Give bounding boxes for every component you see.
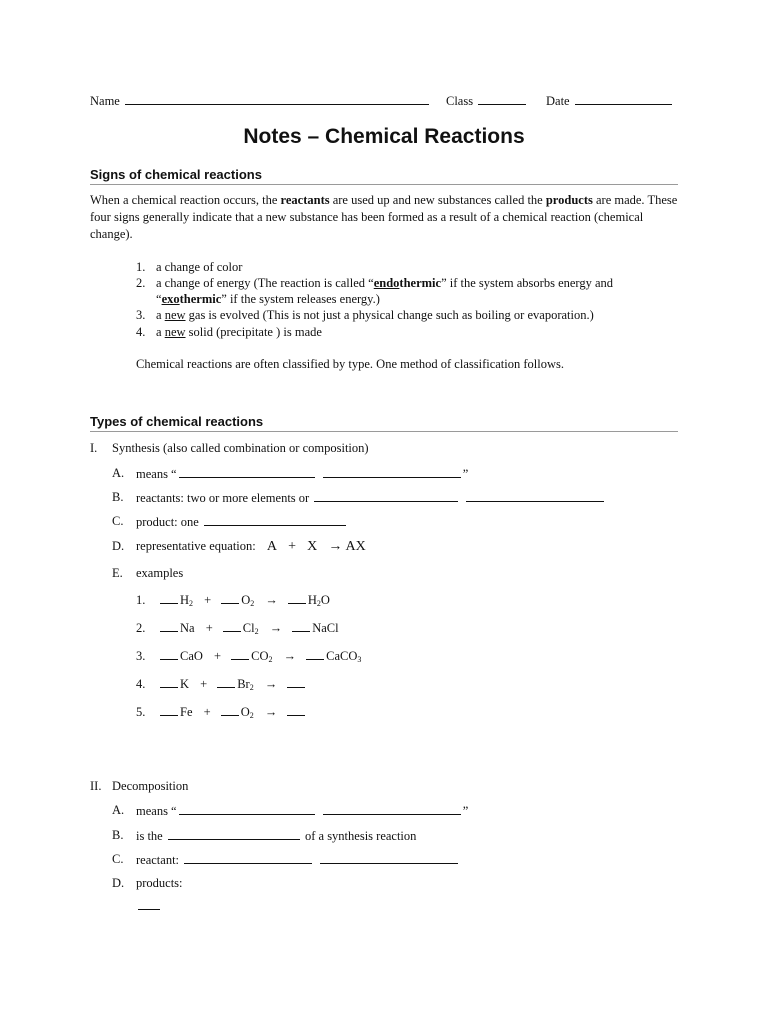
outline-letter: D.	[112, 539, 125, 553]
answer-blank[interactable]	[168, 828, 300, 840]
arrow-icon: →	[264, 677, 278, 691]
name-line	[90, 93, 431, 109]
sign-energy-line2	[156, 292, 380, 307]
decomposition-means	[136, 803, 468, 819]
plus: +	[205, 621, 213, 635]
answer-blank[interactable]	[204, 514, 346, 526]
decomposition-is-the	[136, 828, 416, 844]
answer-blank[interactable]	[138, 898, 160, 910]
arrow-icon: →	[265, 593, 278, 607]
product-blank[interactable]	[287, 676, 305, 688]
coefficient-blank[interactable]	[223, 620, 241, 632]
arrow-icon: →	[269, 621, 283, 635]
coefficient-blank[interactable]	[292, 620, 310, 632]
reactant-label: reactant:	[136, 853, 180, 867]
formula: CaCO	[326, 649, 358, 663]
list-number: 2.	[136, 621, 146, 635]
coefficient-blank[interactable]	[288, 592, 306, 604]
coefficient-blank[interactable]	[221, 592, 239, 604]
answer-blank[interactable]	[184, 852, 312, 864]
product-blank[interactable]	[287, 704, 305, 716]
list-number: 4.	[136, 677, 146, 691]
sign-solid	[156, 325, 322, 340]
new-underlined: new	[164, 325, 186, 339]
intro-paragraph	[90, 192, 678, 243]
list-number: 5.	[136, 705, 146, 719]
formula: Cl	[242, 621, 255, 635]
section-heading-types: Types of chemical reactions	[90, 414, 264, 429]
eq-plus: +	[288, 539, 297, 554]
formula: Fe	[180, 705, 193, 719]
list-number: 3.	[136, 649, 146, 663]
open-quote: “	[156, 292, 162, 306]
roman-numeral: I.	[90, 441, 98, 455]
synthesis-equation	[136, 539, 366, 555]
plus: +	[204, 593, 212, 607]
synthesis-means	[136, 466, 468, 482]
class-blank[interactable]	[478, 93, 526, 105]
class-label: Class	[446, 94, 474, 108]
list-number: 4.	[136, 325, 146, 339]
example-equation	[136, 592, 330, 608]
outline-letter: D.	[112, 876, 125, 890]
answer-blank[interactable]	[314, 490, 458, 502]
outline-letter: A.	[112, 803, 125, 817]
formula: CaO	[180, 649, 203, 663]
coefficient-blank[interactable]	[160, 592, 178, 604]
eq-ax: AX	[345, 539, 366, 554]
product-label: product: one	[136, 515, 199, 529]
sign-gas-a: a	[156, 308, 162, 322]
answer-blank[interactable]	[179, 803, 315, 815]
formula: CO	[251, 649, 269, 663]
date-line	[546, 93, 674, 109]
decomposition-reactant	[136, 852, 460, 868]
list-number: 1.	[136, 260, 146, 274]
sign-gas	[156, 308, 594, 323]
reactants-label: reactants: two or more elements or	[136, 491, 310, 505]
section-heading-signs: Signs of chemical reactions	[90, 167, 262, 182]
thermic-suffix: thermic	[179, 292, 222, 306]
products-blank-line	[136, 898, 162, 914]
intro-text-b: are used up and new substances called the	[332, 193, 543, 207]
date-blank[interactable]	[575, 93, 672, 105]
example-equation	[136, 648, 361, 664]
is-the-label: is the	[136, 829, 163, 843]
section-divider	[90, 431, 678, 432]
decomposition-title: Decomposition	[112, 779, 189, 793]
roman-numeral: II.	[90, 779, 102, 793]
coefficient-blank[interactable]	[306, 648, 324, 660]
examples-label: examples	[136, 566, 184, 580]
synthesis-reactants	[136, 490, 606, 506]
classification-note: Chemical reactions are often classified by type. One method of classification follows.	[136, 357, 564, 371]
outline-letter: B.	[112, 828, 124, 842]
formula: O	[320, 593, 330, 607]
formula: Br	[237, 677, 250, 691]
list-number: 1.	[136, 593, 146, 607]
date-label: Date	[546, 94, 570, 108]
arrow-icon: →	[264, 705, 278, 719]
subscript: 2	[250, 599, 255, 608]
name-blank[interactable]	[125, 93, 429, 105]
eq-a: A	[266, 539, 277, 554]
outline-letter: C.	[112, 852, 124, 866]
page-title: Notes – Chemical Reactions	[243, 125, 525, 148]
sign-energy-line1	[156, 276, 613, 291]
sign-energy-text-a: a change of energy (The reaction is called “	[156, 276, 374, 290]
subscript: 2	[268, 655, 273, 664]
coefficient-blank[interactable]	[160, 620, 178, 632]
synthesis-product	[136, 514, 348, 530]
coefficient-blank[interactable]	[217, 676, 235, 688]
subscript: 2	[249, 683, 254, 692]
intro-products: products	[545, 193, 593, 207]
synthesis-title: Synthesis (also called combination or composition)	[112, 441, 369, 455]
sign-gas-text: gas is evolved (This is not just a physical change such as boiling or evaporation.)	[188, 308, 594, 322]
subscript: 2	[249, 711, 254, 720]
new-underlined: new	[164, 308, 186, 322]
example-equation	[136, 620, 339, 636]
formula: O	[240, 705, 250, 719]
subscript: 2	[254, 627, 259, 636]
intro-reactants: reactants	[280, 193, 330, 207]
synthesis-tail: of a synthesis reaction	[304, 829, 417, 843]
plus: +	[203, 705, 211, 719]
answer-blank[interactable]	[323, 803, 461, 815]
arrow-icon: →	[328, 539, 343, 554]
sign-color: a change of color	[156, 260, 243, 274]
coefficient-blank[interactable]	[231, 648, 249, 660]
formula: K	[180, 677, 190, 691]
answer-blank[interactable]	[179, 466, 315, 478]
coefficient-blank[interactable]	[160, 676, 178, 688]
outline-letter: A.	[112, 466, 125, 480]
sign-energy-text-b: ” if the system absorbs energy and	[441, 276, 614, 290]
eq-x: X	[307, 539, 318, 554]
sign-solid-text: solid (precipitate ) is made	[188, 325, 322, 339]
outline-letter: C.	[112, 514, 124, 528]
coefficient-blank[interactable]	[160, 648, 178, 660]
answer-blank[interactable]	[466, 490, 604, 502]
outline-letter: E.	[112, 566, 123, 580]
formula: NaCl	[312, 621, 339, 635]
example-equation	[136, 704, 307, 720]
thermic-suffix: thermic	[399, 276, 442, 290]
plus: +	[200, 677, 208, 691]
close-quote: ”	[462, 804, 469, 818]
answer-blank[interactable]	[320, 852, 458, 864]
subscript: 2	[316, 599, 321, 608]
close-quote: ”	[462, 467, 469, 481]
arrow-icon: →	[283, 649, 297, 663]
formula: H	[307, 593, 317, 607]
endo-prefix: endo	[373, 276, 400, 290]
outline-synthesis	[90, 441, 97, 456]
plus: +	[214, 649, 222, 663]
class-line	[446, 93, 528, 109]
answer-blank[interactable]	[323, 466, 461, 478]
sign-solid-a: a	[156, 325, 162, 339]
outline-letter: B.	[112, 490, 124, 504]
subscript: 2	[189, 599, 194, 608]
subscript: 3	[357, 655, 362, 664]
equation-label: representative equation:	[136, 539, 256, 553]
list-number: 2.	[136, 276, 146, 290]
intro-text-c: are made. These four signs generally indicate that a new substance has been formed as a result of a chemical reaction (chemical change).	[90, 193, 678, 241]
section-divider	[90, 184, 678, 185]
coefficient-blank[interactable]	[160, 704, 178, 716]
name-label: Name	[90, 94, 120, 108]
exo-prefix: exo	[161, 292, 180, 306]
example-equation	[136, 676, 307, 692]
formula: H	[180, 593, 190, 607]
means-label: means “	[136, 804, 177, 818]
sign-energy-text-c: ” if the system releases energy.)	[221, 292, 380, 306]
formula: Na	[180, 621, 195, 635]
products-label: products:	[136, 876, 183, 890]
formula: O	[241, 593, 251, 607]
coefficient-blank[interactable]	[221, 704, 239, 716]
intro-text-a: When a chemical reaction occurs, the	[90, 193, 278, 207]
list-number: 3.	[136, 308, 146, 322]
means-label: means “	[136, 467, 177, 481]
